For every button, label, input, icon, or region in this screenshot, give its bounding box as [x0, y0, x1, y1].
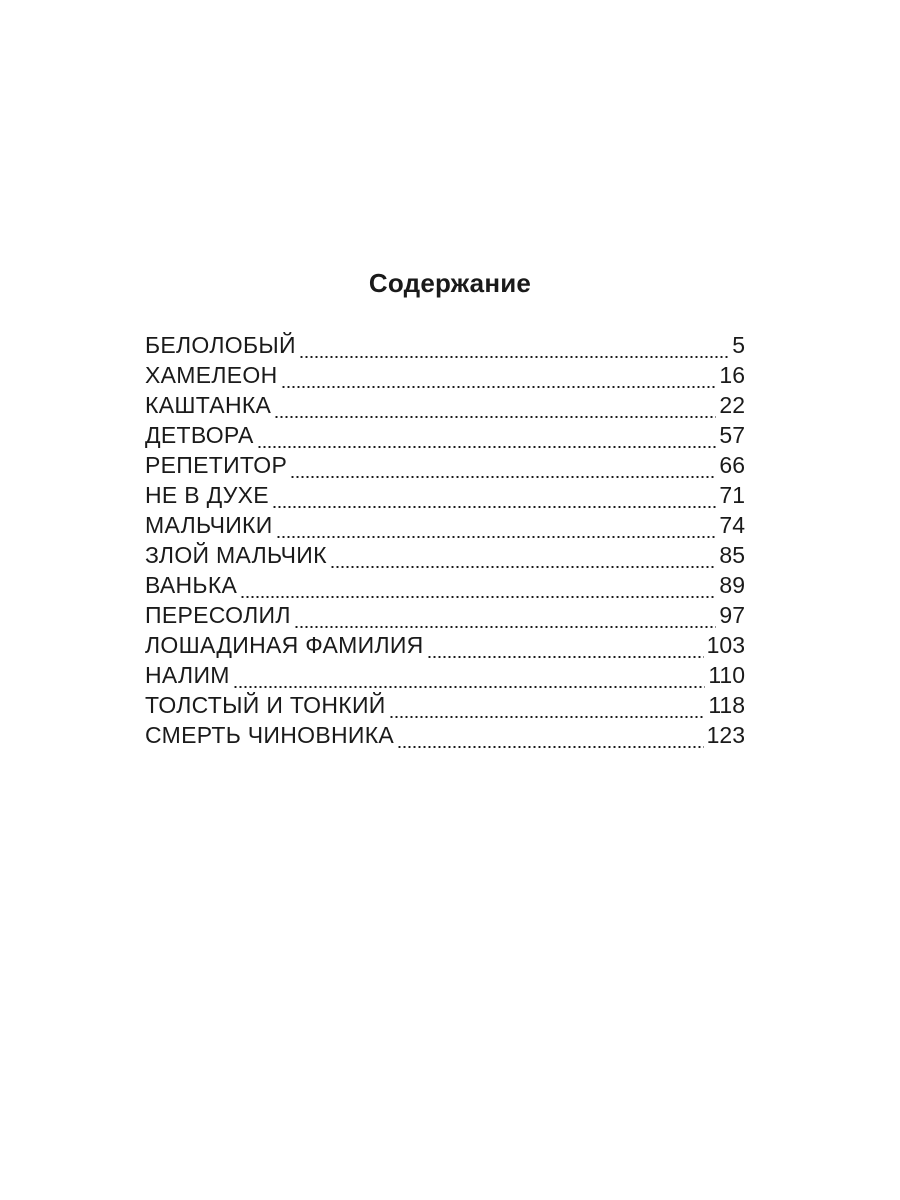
- toc-entry-title: ПЕРЕСОЛИЛ: [145, 602, 291, 628]
- dot-leader: [240, 596, 716, 598]
- toc-entry-page: 5: [732, 332, 745, 358]
- dot-leader: [290, 476, 716, 478]
- toc-entry: [145, 660, 745, 690]
- toc-entry-title: ХАМЕЛЕОН: [145, 362, 278, 388]
- toc-entry: [145, 330, 745, 360]
- toc-entry: [145, 360, 745, 390]
- toc-entry-title: РЕПЕТИТОР: [145, 452, 288, 478]
- toc-heading: Содержание: [368, 268, 532, 298]
- toc-entry-page: 57: [719, 422, 745, 448]
- dot-leader: [427, 656, 704, 658]
- toc-entry-page: 22: [719, 392, 745, 418]
- toc-entry-page: 110: [708, 662, 745, 688]
- toc-entry: [145, 390, 745, 420]
- toc-entry-title: ЗЛОЙ МАЛЬЧИК: [145, 542, 327, 568]
- toc-entry-page: 103: [706, 632, 745, 658]
- toc-entry: [145, 540, 745, 570]
- dot-leader: [330, 566, 717, 568]
- toc-entry-page: 89: [719, 572, 745, 598]
- table-of-contents: [145, 330, 745, 750]
- dot-leader: [233, 686, 706, 688]
- toc-entry: [145, 630, 745, 660]
- dot-leader: [299, 356, 729, 358]
- dot-leader: [389, 716, 706, 718]
- toc-entry-title: СМЕРТЬ ЧИНОВНИКА: [145, 722, 395, 748]
- toc-entry-title: НАЛИМ: [145, 662, 230, 688]
- toc-entry-title: ДЕТВОРА: [145, 422, 254, 448]
- toc-entry-page: 71: [719, 482, 745, 508]
- dot-leader: [272, 506, 717, 508]
- toc-entry-title: НЕ В ДУХЕ: [145, 482, 269, 508]
- toc-entry: [145, 600, 745, 630]
- toc-entry: [145, 570, 745, 600]
- toc-entry: [145, 450, 745, 480]
- toc-entry: [145, 690, 745, 720]
- toc-entry: [145, 720, 745, 750]
- toc-entry-title: БЕЛОЛОБЫЙ: [145, 332, 296, 358]
- toc-entry-title: МАЛЬЧИКИ: [145, 512, 273, 538]
- toc-entry-page: 123: [706, 722, 745, 748]
- toc-entry-page: 85: [719, 542, 745, 568]
- toc-entry-page: 74: [719, 512, 745, 538]
- dot-leader: [294, 626, 717, 628]
- dot-leader: [281, 386, 717, 388]
- toc-entry-page: 118: [708, 692, 745, 718]
- dot-leader: [257, 446, 717, 448]
- dot-leader: [397, 746, 704, 748]
- toc-entry-page: 16: [719, 362, 745, 388]
- toc-entry: [145, 480, 745, 510]
- dot-leader: [276, 536, 717, 538]
- toc-entry-page: 66: [719, 452, 745, 478]
- toc-entry-title: ТОЛСТЫЙ И ТОНКИЙ: [145, 692, 386, 718]
- toc-entry: [145, 510, 745, 540]
- toc-entry-title: ЛОШАДИНАЯ ФАМИЛИЯ: [145, 632, 424, 658]
- toc-entry: [145, 420, 745, 450]
- toc-entry-title: ВАНЬКА: [145, 572, 238, 598]
- toc-entry-page: 97: [719, 602, 745, 628]
- dot-leader: [274, 416, 716, 418]
- toc-entry-title: КАШТАНКА: [145, 392, 272, 418]
